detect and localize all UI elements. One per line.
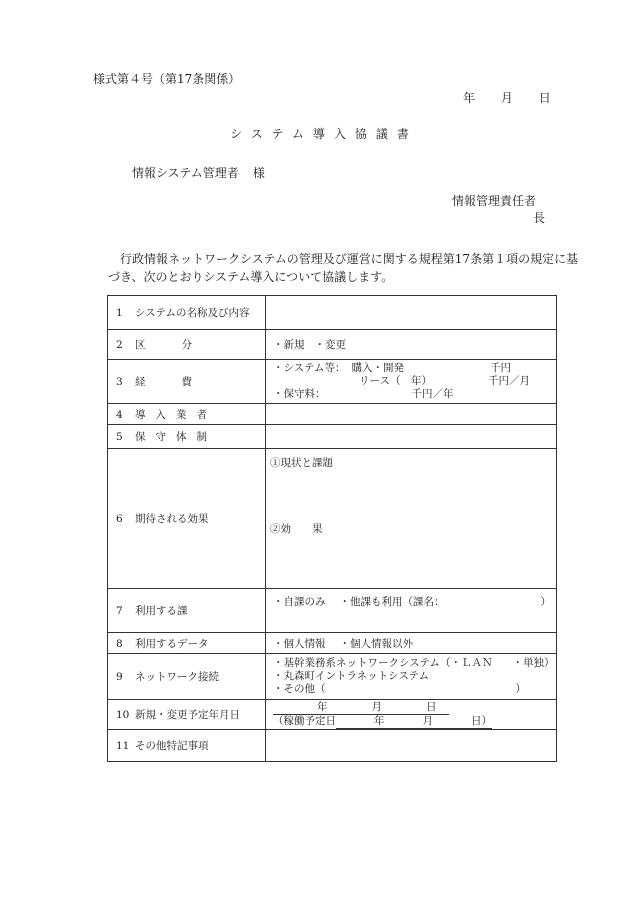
row-data-used	[108, 633, 557, 654]
row-label: 経費	[135, 376, 228, 388]
cost-line-purchase	[273, 362, 556, 375]
data-value-cell	[266, 633, 557, 654]
addressee	[132, 164, 265, 181]
network-standalone-label: ・単独）	[512, 657, 555, 669]
effects-benefits: ②効 果	[270, 523, 323, 535]
row-label-cell	[108, 360, 266, 404]
row-label-cell	[108, 404, 266, 425]
row-label: 導入業者	[135, 408, 217, 421]
row-number: 5	[116, 431, 123, 443]
row-label: システムの名称及び内容	[135, 307, 250, 319]
row-number: 9	[116, 671, 123, 683]
planned-year: 年	[317, 700, 328, 713]
row-maintenance	[108, 425, 557, 449]
row-label: 保守体制	[135, 431, 217, 443]
cost-purchase-label: 購入・開発	[351, 362, 404, 374]
effects-current-issues: ①現状と課題	[270, 457, 333, 469]
other-sections-option[interactable]: ・他課も利用（課名：	[339, 596, 445, 608]
sender-title: 長	[533, 211, 546, 225]
date-day-label: 日	[538, 91, 551, 105]
vendor-input[interactable]	[266, 404, 557, 425]
date-line	[463, 89, 551, 106]
row-number: 11	[116, 740, 130, 752]
network-core-option[interactable]	[273, 657, 556, 670]
operation-month: 月	[422, 714, 433, 727]
category-change-option[interactable]: ・変更	[314, 339, 346, 351]
cost-maintenance-label: ・保守料：	[273, 388, 326, 400]
row-network	[108, 654, 557, 700]
row-number: 1	[116, 307, 123, 319]
row-label: 利用するデータ	[135, 637, 209, 650]
date-year-label: 年	[463, 91, 476, 105]
row-number: 4	[116, 408, 123, 421]
row-number: 2	[116, 339, 123, 351]
row-label: その他特記事項	[135, 740, 209, 752]
sender-name: 情報管理責任者	[452, 194, 537, 208]
effects-value-cell[interactable]	[266, 449, 557, 589]
operation-date-line	[273, 715, 556, 729]
row-label-cell	[108, 296, 266, 330]
network-other-close: ）	[515, 683, 526, 695]
network-other-label: ・その他（	[273, 683, 326, 695]
row-label-cell	[108, 425, 266, 449]
cost-line-lease	[273, 375, 556, 388]
honorific: 様	[252, 166, 265, 180]
row-number: 10	[116, 709, 130, 721]
planned-month: 月	[371, 700, 382, 713]
planned-day: 日	[426, 700, 437, 713]
personal-info-option[interactable]: ・個人情報	[273, 637, 326, 650]
cost-line-maintenance	[273, 388, 556, 401]
maintenance-input[interactable]	[266, 425, 557, 449]
row-cost	[108, 360, 557, 404]
row-label: 利用する課	[135, 605, 188, 617]
body-line-1: 行政情報ネットワークシステムの管理及び運営に関する規程第17条第１項の規定に基	[120, 252, 579, 266]
sections-value-cell	[266, 589, 557, 633]
row-number: 7	[116, 605, 123, 617]
row-system-name	[108, 296, 557, 330]
row-label-cell	[108, 633, 266, 654]
planned-date-line	[273, 701, 449, 715]
row-label: ネットワーク接続	[135, 671, 219, 683]
section-name-close: ）	[540, 596, 551, 608]
row-using-sections	[108, 589, 557, 633]
operation-prefix: （稼働予定日	[273, 714, 336, 727]
cost-value-cell[interactable]	[266, 360, 557, 404]
cost-purchase-unit: 千円	[489, 362, 511, 374]
row-label: 区分	[135, 339, 228, 351]
cost-maintenance-unit: 千円／年	[411, 388, 454, 400]
row-vendor	[108, 404, 557, 425]
row-label: 新規・変更予定年月日	[135, 709, 240, 721]
document-title: システム導入協議書	[230, 127, 418, 141]
row-category	[108, 330, 557, 360]
operation-date-fill	[336, 715, 492, 729]
network-value-cell	[266, 654, 557, 700]
remarks-input[interactable]	[266, 730, 557, 762]
row-label-cell	[108, 330, 266, 360]
row-label-cell	[108, 449, 266, 589]
row-label: 期待される効果	[135, 513, 209, 525]
own-section-option[interactable]: ・自課のみ	[273, 596, 326, 608]
row-schedule	[108, 700, 557, 730]
category-new-option[interactable]: ・新規	[273, 339, 305, 351]
form-number: 様式第４号（第17条関係）	[93, 72, 241, 86]
network-core-label: ・基幹業務系ネットワークシステム（・ＬＡＮ	[273, 657, 493, 669]
cost-lease-label: リース（ 年）	[359, 375, 432, 387]
operation-year: 年	[374, 714, 385, 727]
row-number: 8	[116, 637, 123, 650]
addressee-name: 情報システム管理者	[132, 166, 239, 180]
row-label-cell	[108, 730, 266, 762]
row-label-cell	[108, 654, 266, 700]
body-line-2: づき、次のとおりシステム導入について協議します。	[108, 270, 394, 284]
non-personal-info-option[interactable]: ・個人情報以外	[339, 637, 413, 650]
network-intranet-option[interactable]: ・丸森町イントラネットシステム	[273, 670, 430, 682]
category-value-cell	[266, 330, 557, 360]
row-label-cell	[108, 700, 266, 730]
network-other-option[interactable]	[273, 683, 556, 696]
cost-lease-unit: 千円／月	[487, 375, 530, 387]
operation-day: 日）	[471, 714, 492, 727]
row-number: 6	[116, 513, 123, 525]
date-month-label: 月	[500, 91, 513, 105]
row-number: 3	[116, 376, 123, 388]
body-paragraph	[108, 250, 578, 286]
schedule-value-cell[interactable]	[266, 700, 557, 730]
system-name-input[interactable]	[266, 296, 557, 330]
row-expected-effects	[108, 449, 557, 589]
cost-system-label: ・システム等：	[273, 362, 346, 374]
row-label-cell	[108, 589, 266, 633]
consultation-form-table	[107, 295, 557, 762]
row-remarks	[108, 730, 557, 762]
